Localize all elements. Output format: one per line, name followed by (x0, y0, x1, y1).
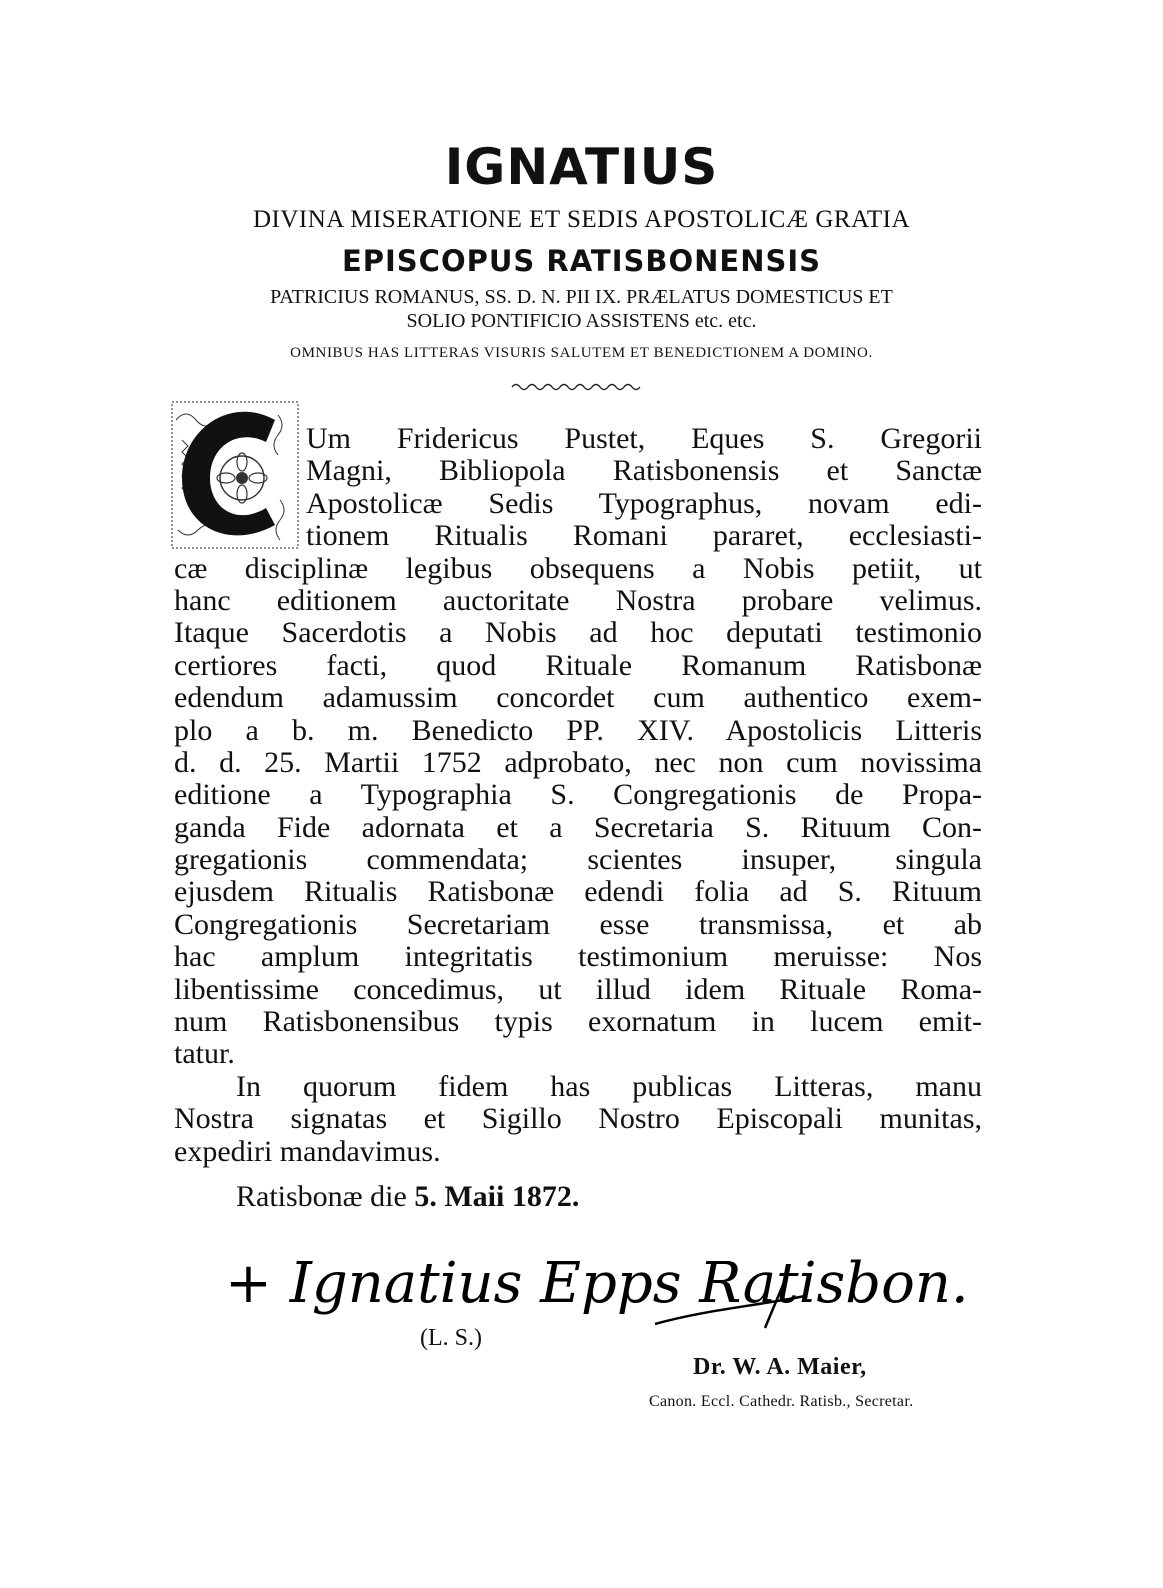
text-line: certiores facti, quod Rituale Romanum Ratisbonæ (174, 648, 982, 682)
date-prefix: Ratisbonæ die (236, 1180, 407, 1213)
text-line: Congregationis Secretariam esse transmissa, et ab (174, 907, 982, 941)
text-line: Um Fridericus Pustet, Eques S. Gregorii (306, 422, 982, 455)
salutation-line: OMNIBUS HAS LITTERAS VISURIS SALUTEM ET BENEDICTIONEM A DOMINO. (290, 345, 873, 361)
page-title: IGNATIUS (444, 138, 719, 196)
text-line: ganda Fide adornata et a Secretaria S. Rituum Con- (174, 810, 982, 844)
text-line: Magni, Bibliopola Ratisbonensis et Sanctæ (306, 454, 982, 488)
text-line: In quorum fidem has publicas Litteras, manu (236, 1069, 982, 1103)
date-value: 5. Maii 1872. (414, 1180, 580, 1213)
text-line: expediri mandavimus. (174, 1134, 441, 1168)
episcopus-heading: EPISCOPUS RATISBONENSIS (341, 244, 822, 278)
text-line: cæ disciplinæ legibus obsequens a Nobis petiit, ut (174, 551, 982, 585)
date-line (236, 1180, 579, 1214)
text-line: edendum adamussim concordet cum authentico exem- (174, 681, 982, 715)
patricius-line-1: PATRICIUS ROMANUS, SS. D. N. PII IX. PRÆLATUS DOMESTICUS ET (270, 286, 893, 308)
patricius-line-2: SOLIO PONTIFICIO ASSISTENS etc. etc. (406, 310, 757, 332)
text-line: d. d. 25. Martii 1752 adprobato, nec non cum novissima (174, 745, 982, 779)
signature-text: + Ignatius Epps Ratisbon. (225, 1251, 969, 1316)
text-line: Apostolicæ Sedis Typographus, novam edi- (306, 486, 982, 520)
seal-mark: (L. S.) (420, 1325, 482, 1351)
text-line: Itaque Sacerdotis a Nobis ad hoc deputati testimonio (174, 616, 982, 650)
wavy-divider-icon (510, 380, 642, 394)
handwritten-signature (225, 1240, 969, 1340)
secretary-title: Canon. Eccl. Cathedr. Ratisb., Secretar. (649, 1393, 914, 1410)
text-line: plo a b. m. Benedicto PP. XIV. Apostolicis Litteris (174, 713, 982, 747)
secretary-name: Dr. W. A. Maier, (693, 1354, 867, 1380)
text-line: tionem Ritualis Romani pararet, ecclesiasti- (306, 519, 982, 553)
text-line: tatur. (174, 1037, 235, 1071)
text-line: Nostra signatas et Sigillo Nostro Episcopali munitas, (174, 1102, 982, 1136)
text-line: gregationis commendata; scientes insuper, singula (174, 843, 982, 877)
patricius-block (0, 285, 1163, 333)
text-line: hac amplum integritatis testimonium meruisse: Nos (174, 940, 982, 974)
decree-body (174, 423, 982, 1168)
text-line: ejusdem Ritualis Ratisbonæ edendi folia ad S. Rituum (174, 875, 982, 909)
text-line: editione a Typographia S. Congregationis de Propa- (174, 778, 982, 812)
text-line: hanc editionem auctoritate Nostra probare velimus. (174, 583, 982, 617)
subtitle-line: DIVINA MISERATIONE ET SEDIS APOSTOLICÆ GRATIA (252, 206, 911, 233)
text-line: libentissime concedimus, ut illud idem Rituale Roma- (174, 972, 982, 1006)
text-line: num Ratisbonensibus typis exornatum in lucem emit- (174, 1005, 982, 1039)
